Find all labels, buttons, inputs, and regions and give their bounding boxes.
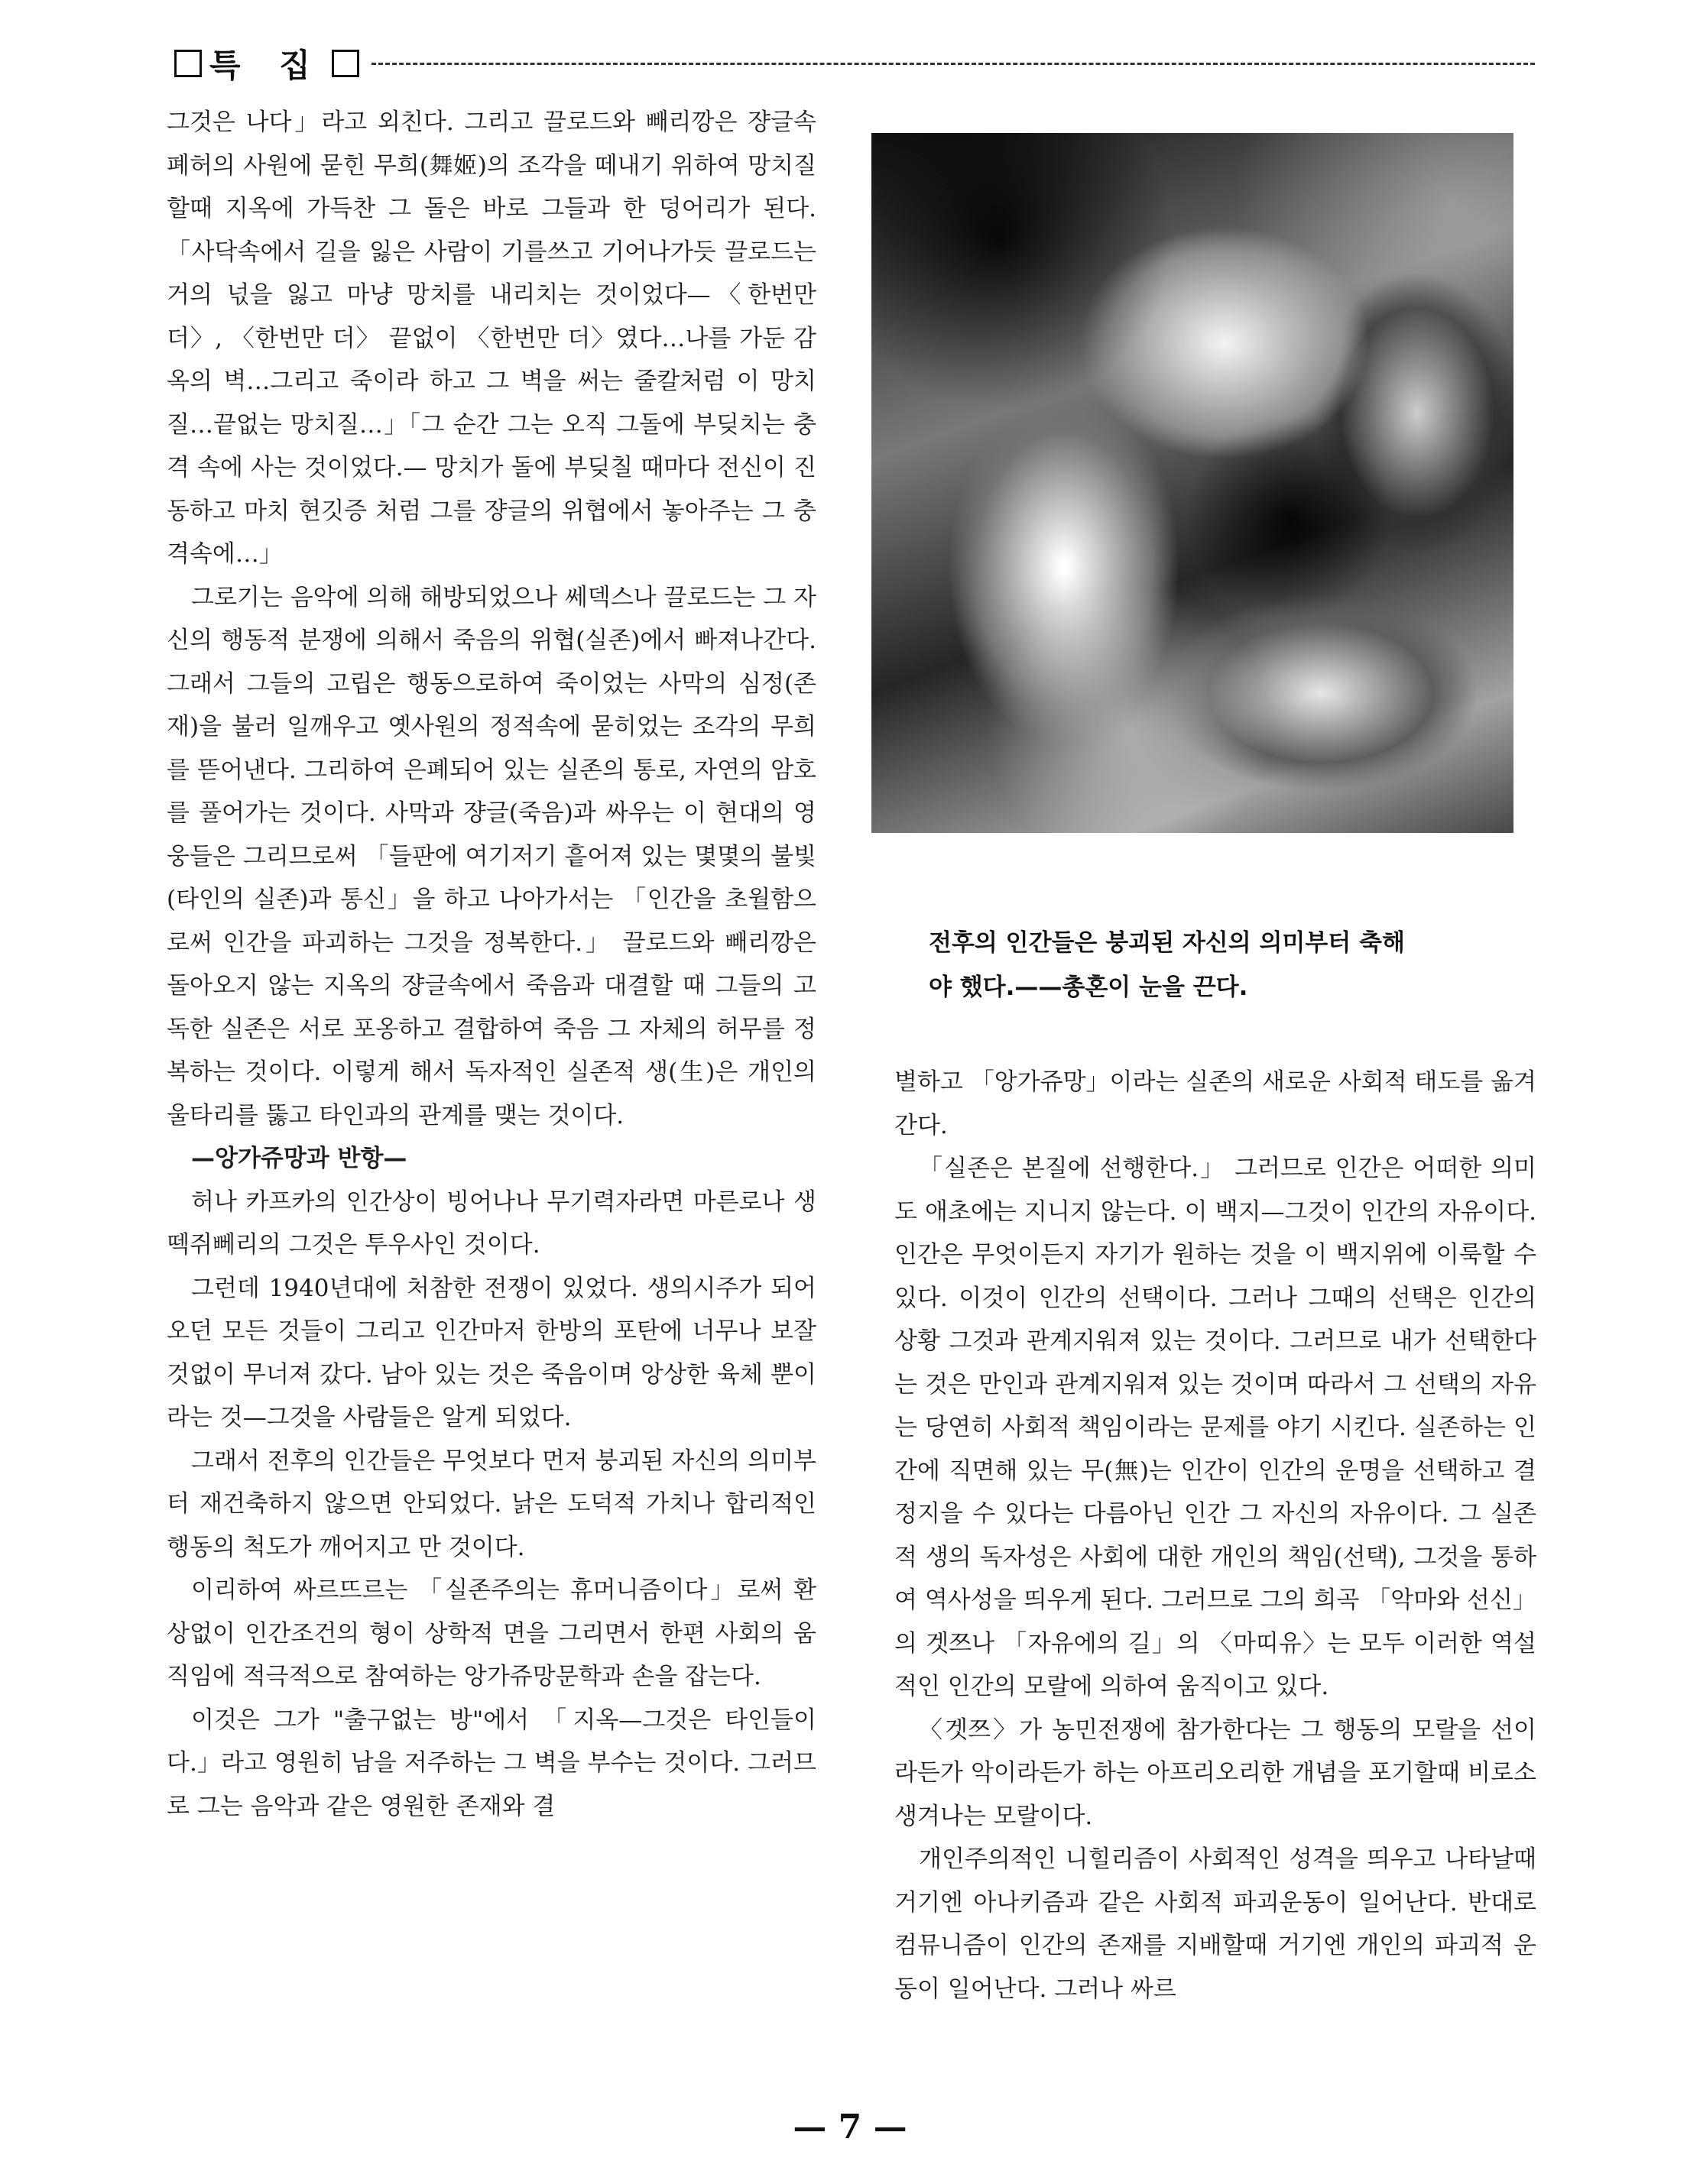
paragraph: 〈겟쯔〉가 농민전쟁에 참가한다는 그 행동의 모랄을 선이라든가 악이라든가 하는 아프리오리한 개념을 포기할때 비로소 생겨나는 모랄이다. <box>894 1716 1536 1830</box>
paragraph: 「실존은 본질에 선행한다.」 그러므로 인간은 어떠한 의미도 애초에는 지니지 않는다. 이 백지—그것이 인간의 자유이다. 인간은 무엇이든지 자기가 원하는 것을 이 백지위에 이룩할 수 있다. 이것이 인간의 선택이다. 그러나 그때의 선택은 인간의 상황 그것과 관계지워져 있는 것이다. 그러므로 내가 선택한다는 것은 만인과 관계지워져 있는 것이며 따라서 그 선택의 자유는 당연히 사회적 책임이라는 문제를 야기 시킨다. 실존하는 인간에 직면해 있는 무(無)는 인간이 인간의 운명을 선택하고 결정지을 수 있다는 다름아닌 인간 그 자신의 자유이다. 그 실존적 생의 독자성은 사회에 대한 개인의 책임(선택), 그것을 통하여 역사성을 띄우게 된다. 그러므로 그의 희곡 「악마와 선신」의 겟쯔나 「자유에의 길」의 〈마띠유〉는 모두 이러한 역설적인 인간의 모랄에 의하여 움직이고 있다. <box>894 1155 1536 1700</box>
paragraph: 그로기는 음악에 의해 해방되었으나 쎄덱스나 끌로드는 그 자신의 행동적 분쟁에 의해서 죽음의 위협(실존)에서 빠져나간다. 그래서 그들의 고립은 행동으로하여 죽이었는 사막의 심정(존재)을 불러 일깨우고 옛사원의 정적속에 묻히었는 조각의 무희를 뜯어낸다. 그리하여 은폐되어 있는 실존의 통로, 자연의 암호를 풀어가는 것이다. 사막과 쟝글(죽음)과 싸우는 이 현대의 영웅들은 그리므로써 「들판에 여기저기 흩어져 있는 몇몇의 불빛 (타인의 실존)과 통신」을 하고 나아가서는 「인간을 초월함으로써 인간을 파괴하는 그것을 정복한다.」 끌로드와 빼리깡은 돌아오지 않는 지옥의 쟝글속에서 죽음과 대결할 때 그들의 고독한 실존은 서로 포옹하고 결합하여 죽음 그 자체의 허무를 정복하는 것이다. 이렇게 해서 독자적인 실존적 생(生)은 개인의 울타리를 뚫고 타인과의 관계를 맺는 것이다. <box>167 583 816 1129</box>
photo-caption <box>929 921 1540 1009</box>
right-column <box>894 1061 1536 2011</box>
subheading: —앙가쥬망과 반항— <box>191 1145 407 1172</box>
paragraph: 이것은 그가 "출구없는 방"에서 「지옥—그것은 타인들이다.」라고 영원히 남을 저주하는 그 벽을 부수는 것이다. 그러므로 그는 음악과 같은 영원한 존재와 결 <box>167 1706 816 1820</box>
paragraph: 별하고 「앙가쥬망」이라는 실존의 새로운 사회적 태도를 옮겨간다. <box>894 1068 1536 1139</box>
section-header <box>167 37 1535 90</box>
header-box-left <box>174 50 202 77</box>
paragraph: 그것은 나다」라고 외친다. 그리고 끌로드와 빼리깡은 쟝글속 폐허의 사원에 묻힌 무희(舞姬)의 조각을 떼내기 위하여 망치질 할때 지옥에 가득찬 그 돌은 바로 그들과 한 덩어리가 된다. 「사닥속에서 길을 잃은 사람이 기를쓰고 기어나가듯 끌로드는 거의 넋을 잃고 마냥 망치를 내리치는 것이었다—〈한번만 더〉, 〈한번만 더〉 끝없이 〈한번만 더〉였다…나를 가둔 감옥의 벽…그리고 죽이라 하고 그 벽을 써는 줄칼처럼 이 망치질…끝없는 망치질…」「그 순간 그는 오직 그돌에 부딪치는 충격 속에 사는 것이었다.— 망치가 돌에 부딪칠 때마다 전신이 진동하고 마치 현깃증 처럼 그를 쟝글의 위협에서 놓아주는 그 충격속에…」 <box>167 109 816 568</box>
paragraph: 개인주의적인 니힐리즘이 사회적인 성격을 띄우고 나타날때 거기엔 아나키즘과 같은 사회적 파괴운동이 일어난다. 반대로 컴뮤니즘이 인간의 존재를 지배할때 거기엔 개인의 파괴적 운동이 일어난다. 그러나 싸르 <box>894 1845 1536 2003</box>
caption-line: 야 했다.——총혼이 눈을 끈다. <box>929 974 1248 1001</box>
section-title: 특 집 <box>209 47 324 84</box>
header-rule <box>371 63 1535 65</box>
photo-texture <box>871 133 1513 833</box>
header-box-right <box>332 50 359 77</box>
page-number: — 7 — <box>793 2108 907 2147</box>
paragraph: 허나 카프카의 인간상이 빙어나나 무기력자라면 마른로나 생떽쥐뻬리의 그것은 투우사인 것이다. <box>167 1188 816 1259</box>
photograph <box>871 133 1513 833</box>
paragraph: 그래서 전후의 인간들은 무엇보다 먼저 붕괴된 자신의 의미부터 재건축하지 않으면 안되었다. 낡은 도덕적 가치나 합리적인 행동의 척도가 깨어지고 만 것이다. <box>167 1447 816 1561</box>
paragraph: 이리하여 싸르뜨르는 「실존주의는 휴머니즘이다」로써 환상없이 인간조건의 형이 상학적 면을 그리면서 한편 사회의 움직임에 적극적으로 참여하는 앙가쥬망문학과 손을 잡는다. <box>167 1576 816 1690</box>
caption-line: 전후의 인간들은 붕괴된 자신의 의미부터 축해 <box>929 929 1405 957</box>
paragraph: 그런데 1940년대에 처참한 전쟁이 있었다. 생의시주가 되어오던 모든 것들이 그리고 인간마저 한방의 포탄에 너무나 보잘것없이 무너져 갔다. 남아 있는 것은 죽음이며 앙상한 육체 뿐이라는 것—그것을 사람들은 알게 되었다. <box>167 1274 816 1431</box>
left-column <box>167 101 816 1828</box>
